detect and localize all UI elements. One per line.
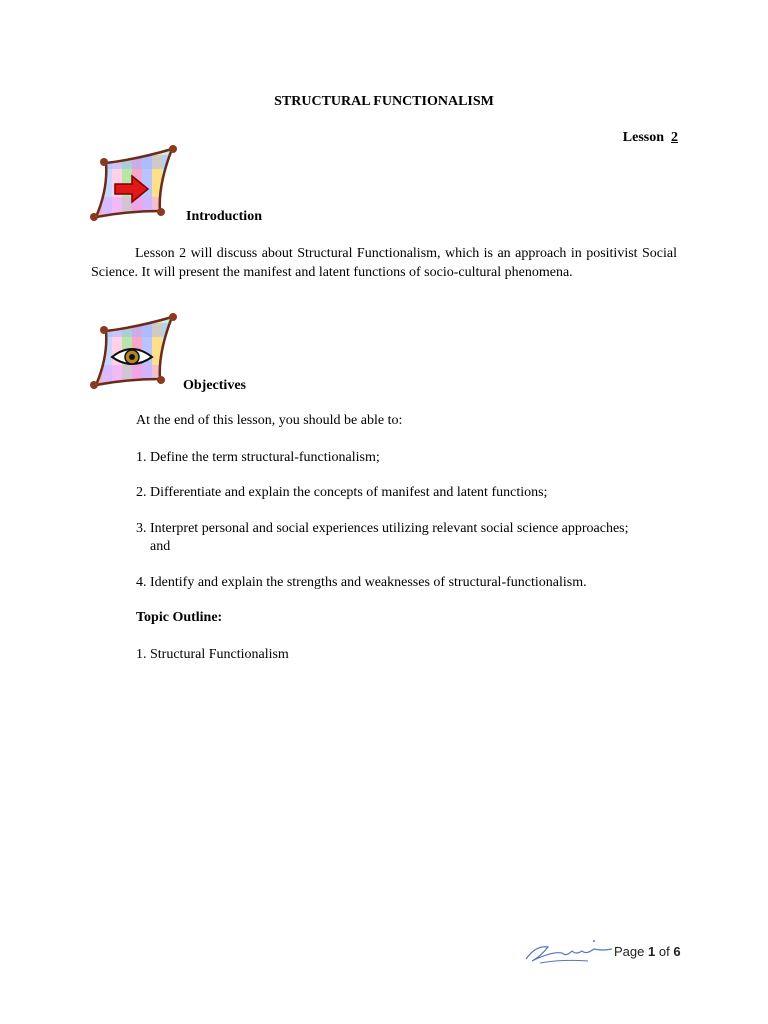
- footer-of-label: of: [658, 944, 670, 959]
- objective-item-2: 2. Differentiate and explain the concepts of manifest and latent functions;: [136, 485, 548, 500]
- page-footer: [614, 944, 681, 959]
- introduction-text: Lesson 2 will discuss about Structural Functionalism, which is an approach in positivist Social Science. It will present the manifest and latent functions of socio-cultural phenomena.: [91, 246, 677, 280]
- lesson-label: [623, 130, 678, 146]
- footer-page-label: Page: [614, 944, 645, 959]
- objective-item-3-continuation: and: [150, 539, 171, 554]
- footer-page-number: 1: [648, 944, 656, 959]
- topic-outline-heading: Topic Outline:: [136, 610, 223, 625]
- lesson-number: 2: [671, 130, 678, 145]
- arrow-banner-icon: [88, 145, 180, 223]
- objectives-lead: At the end of this lesson, you should be able to:: [136, 413, 403, 428]
- objective-item-3: [136, 520, 676, 556]
- objective-item-4: 4. Identify and explain the strengths and weaknesses of structural-functionalism.: [136, 575, 587, 590]
- eye-banner-icon: [88, 313, 180, 391]
- introduction-paragraph: [91, 244, 677, 282]
- footer-total-pages: 6: [673, 944, 681, 959]
- objectives-heading: Objectives: [183, 378, 246, 393]
- objective-item-3-text: 3. Interpret personal and social experiences utilizing relevant social science approaches;: [136, 521, 629, 536]
- lesson-label-text: Lesson: [622, 130, 664, 145]
- topic-outline-item-1: 1. Structural Functionalism: [136, 647, 289, 662]
- introduction-heading: Introduction: [186, 209, 262, 224]
- objective-item-1: 1. Define the term structural-functionalism;: [136, 450, 380, 465]
- signature-icon: [522, 937, 616, 967]
- document-title: STRUCTURAL FUNCTIONALISM: [274, 94, 494, 109]
